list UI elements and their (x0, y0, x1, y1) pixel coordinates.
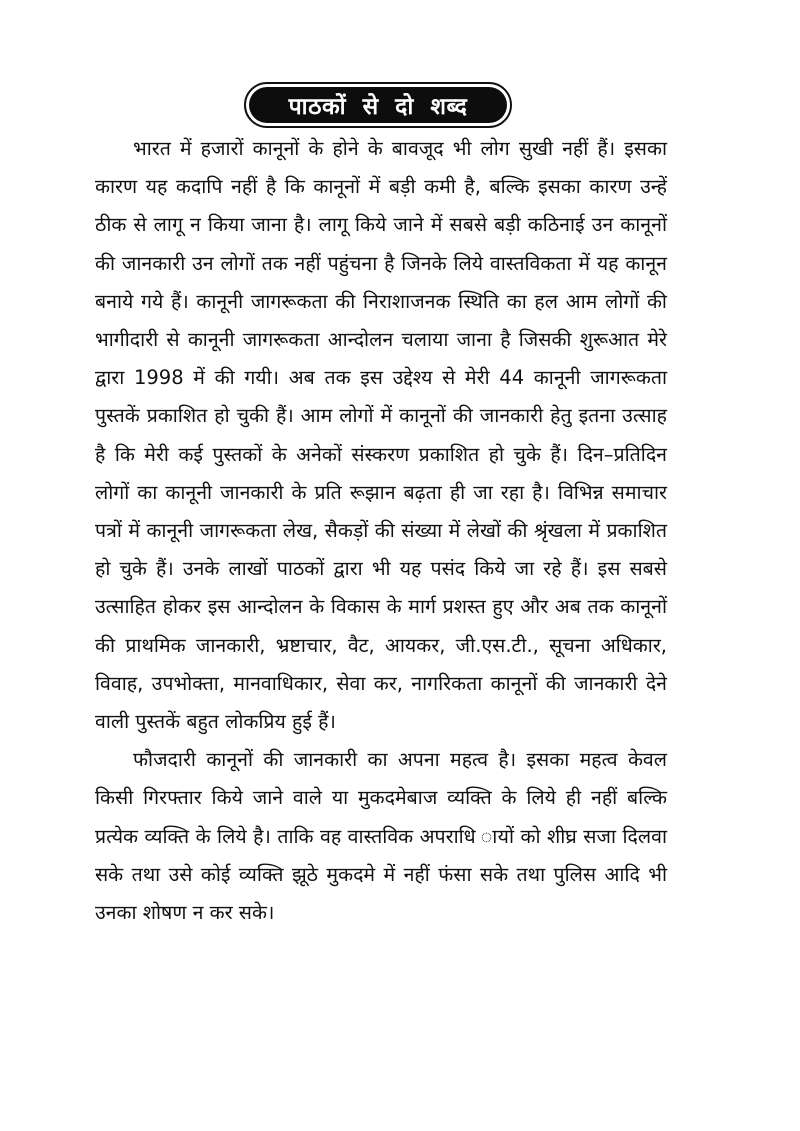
title-frame (244, 82, 512, 128)
page-title: पाठकों से दो शब्द (249, 87, 507, 123)
paragraph-1: भारत में हजारों कानूनों के होने के बावजूद भी लोग सुखी नहीं हैं। इसका कारण यह कदापि नहीं है कि कानूनों में बड़ी कमी है, बल्कि इसका कारण उन्हें ठीक से लागू न किया जाना है। लागू किये जाने में सबसे बड़ी कठिनाई उन कानूनों की जानकारी उन लोगों तक नहीं पहुंचना है जिनके लिये वास्तविकता में यह कानून बनाये गये हैं। कानूनी जागरूकता की निराशाजनक स्थिति का हल आम लोगों की भागीदारी से कानूनी जागरूकता आन्दोलन चलाया जाना है जिसकी शुरूआत मेरे द्वारा 1998 में की गयी। अब तक इस उद्देश्य से मेरी 44 कानूनी जागरूकता पुस्तकें प्रकाशित हो चुकी हैं। आम लोगों में कानूनों की जानकारी हेतु इतना उत्साह है कि मेरी कई पुस्तकों के अनेकों संस्करण प्रकाशित हो चुके हैं। दिन–प्रतिदिन लोगों का कानूनी जानकारी के प्रति रूझान बढ़ता ही जा रहा है। विभिन्न समाचार पत्रों में कानूनी जागरूकता लेख, सैकड़ों की संख्या में लेखों की श्रृंखला में प्रकाशित हो चुके हैं। उनके लाखों पाठकों द्वारा भी यह पसंद किये जा रहे हैं। इस सबसे उत्साहित होकर इस आन्दोलन के विकास के मार्ग प्रशस्त हुए और अब तक कानूनों की प्राथमिक जानकारी, भ्रष्टाचार, वैट, आयकर, जी.एस.टी., सूचना अधिकार, विवाह, उपभोक्ता, मानवाधिकार, सेवा कर, नागरिकता कानूनों की जानकारी देने वाली पुस्तकें बहुत लोकप्रिय हुई हैं। (95, 137, 667, 734)
paragraph-2: फौजदारी कानूनों की जानकारी का अपना महत्व है। इसका महत्व केवल किसी गिरफ्तार किये जाने वाले या मुकदमेबाज व्यक्ति के लिये ही नहीं बल्कि प्रत्येक व्यक्ति के लिये है। ताकि वह वास्तविक अपराधि ायों को शीघ्र सजा दिलवा सके तथा उसे कोई व्यक्ति झूठे मुकदमे में नहीं फंसा सके तथा पुलिस आदि भी उनका शोषण न कर सके। (95, 748, 667, 925)
body-text (95, 130, 667, 932)
